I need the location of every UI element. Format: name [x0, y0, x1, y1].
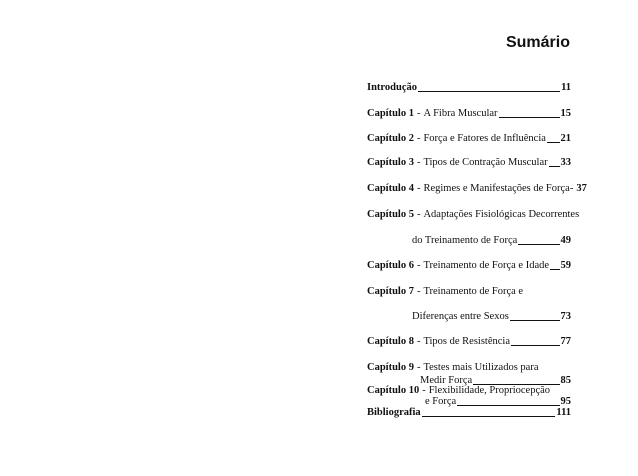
- entry-separator: -: [416, 133, 421, 144]
- leader-line: [549, 166, 560, 167]
- toc-entry-capitulo-6[interactable]: [367, 260, 571, 272]
- entry-title: Adaptações Fisiológicas Decorrentes: [423, 209, 580, 220]
- entry-separator: -: [416, 108, 421, 119]
- page-number: 11: [561, 82, 571, 93]
- entry-title: Diferenças entre Sexos: [412, 311, 509, 322]
- entry-separator: -: [416, 286, 421, 297]
- entry-label: Capítulo 9: [367, 362, 414, 373]
- entry-label: Capítulo 3: [367, 157, 414, 168]
- entry-title: do Treinamento de Força: [412, 235, 518, 246]
- entry-separator: -: [416, 336, 421, 347]
- leader-line: [499, 117, 560, 118]
- toc-entry-capitulo-3[interactable]: [367, 157, 571, 169]
- toc-entry-capitulo-2[interactable]: [367, 133, 571, 145]
- toc-entry-capitulo-7-continued[interactable]: [412, 311, 571, 323]
- page-number: 49: [560, 235, 571, 246]
- page-number: 15: [560, 108, 571, 119]
- entry-label: Capítulo 2: [367, 133, 414, 144]
- leader-line: [457, 405, 559, 406]
- page-number: 85: [560, 375, 571, 386]
- page-number: 95: [560, 396, 571, 407]
- entry-label: Introdução: [367, 82, 417, 93]
- leader-line: [510, 320, 560, 321]
- leader-line: [511, 345, 560, 346]
- entry-label: Capítulo 10: [367, 385, 420, 396]
- entry-label: Capítulo 6: [367, 260, 414, 271]
- page-number: 73: [560, 311, 571, 322]
- page-number: 21: [560, 133, 571, 144]
- entry-title: Medir Força: [420, 375, 473, 386]
- entry-title: Testes mais Utilizados para: [423, 362, 539, 373]
- entry-separator: -: [416, 362, 421, 373]
- entry-title: Flexibilidade, Propriocepção: [428, 385, 551, 396]
- page-number: 111: [556, 407, 571, 418]
- page-number: 33: [560, 157, 571, 168]
- toc-entry-introducao[interactable]: [367, 82, 571, 94]
- entry-label: Capítulo 8: [367, 336, 414, 347]
- entry-separator: -: [422, 385, 426, 396]
- toc-entry-capitulo-9[interactable]: [367, 362, 571, 374]
- entry-label: Bibliografia: [367, 407, 421, 418]
- leader-line: [547, 142, 560, 143]
- leader-line: [418, 91, 560, 92]
- entry-title: e Força: [425, 396, 457, 407]
- leader-line: [422, 416, 556, 417]
- entry-label: Capítulo 7: [367, 286, 414, 297]
- page-number: 37: [576, 183, 587, 194]
- entry-label: Capítulo 4: [367, 183, 414, 194]
- page-number: 77: [560, 336, 571, 347]
- entry-label: Capítulo 5: [367, 209, 414, 220]
- page-title: Sumário: [505, 34, 570, 51]
- entry-title: Regimes e Manifestações de Força-: [423, 183, 574, 194]
- entry-title: Tipos de Resistência: [423, 336, 510, 347]
- page-number: 59: [560, 260, 571, 271]
- entry-title: Treinamento de Força e Idade: [423, 260, 550, 271]
- entry-separator: -: [416, 209, 421, 220]
- toc-entry-capitulo-5-continued[interactable]: [412, 235, 571, 247]
- entry-separator: -: [416, 157, 421, 168]
- toc-entry-capitulo-8[interactable]: [367, 336, 571, 348]
- toc-entry-bibliografia[interactable]: [367, 407, 571, 419]
- toc-entry-capitulo-5[interactable]: [367, 209, 580, 221]
- entry-title: Tipos de Contração Muscular: [423, 157, 548, 168]
- entry-separator: -: [416, 183, 421, 194]
- leader-line: [550, 269, 559, 270]
- entry-label: Capítulo 1: [367, 108, 414, 119]
- entry-separator: -: [416, 260, 421, 271]
- toc-entry-capitulo-7[interactable]: [367, 286, 571, 298]
- toc-entry-capitulo-4[interactable]: [367, 183, 587, 195]
- entry-title: Treinamento de Força e: [423, 286, 524, 297]
- entry-title: A Fibra Muscular: [423, 108, 498, 119]
- leader-line: [518, 244, 559, 245]
- toc-entry-capitulo-1[interactable]: [367, 108, 571, 120]
- entry-title: Força e Fatores de Influência: [423, 133, 546, 144]
